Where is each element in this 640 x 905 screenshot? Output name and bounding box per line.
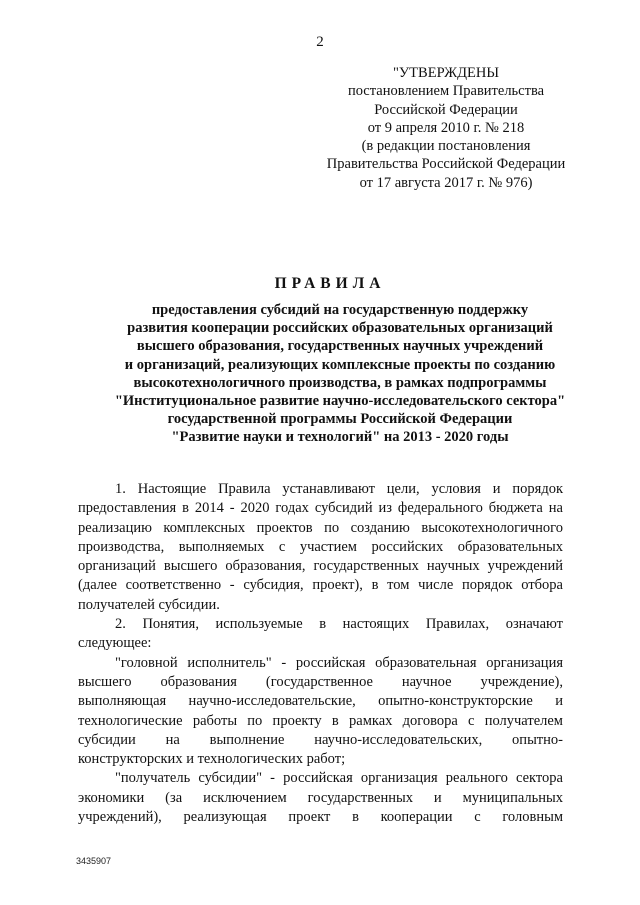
body-line: производства, выполняемых с участием российских образовательных	[78, 538, 563, 555]
body-line: 2. Понятия, используемые в настоящих Правилах, означают	[115, 616, 563, 633]
subtitle-line: развития кооперации российских образовательных организаций	[127, 320, 553, 337]
approval-line: Правительства Российской Федерации	[326, 156, 566, 173]
approval-line: Российской Федерации	[374, 101, 518, 118]
body-line: экономики (за исключением государственных и муниципальных	[78, 789, 563, 806]
body-line: (далее соответственно - субсидия, проект), в том числе порядок отбора	[78, 577, 563, 594]
body-line: субсидии на выполнение научно-исследовательских, опытно-	[78, 731, 563, 748]
document-body	[78, 480, 563, 827]
body-line: получателей субсидии.	[78, 596, 220, 613]
page-number: 2	[316, 34, 324, 50]
body-line: учреждений), реализующая проект в кооперации с головным	[78, 809, 563, 826]
subtitle-line: и организаций, реализующих комплексные проекты по созданию	[124, 356, 556, 373]
document-code: 3435907	[76, 856, 112, 866]
document-subtitle	[80, 301, 600, 447]
approval-line: от 9 апреля 2010 г. № 218	[367, 119, 525, 136]
body-line: 1. Настоящие Правила устанавливают цели, условия и порядок	[115, 481, 563, 497]
body-line: следующее:	[78, 635, 152, 652]
body-line: высшего образования (государственное научное учреждение),	[78, 673, 563, 690]
subtitle-line: государственной программы Российской Федерации	[167, 411, 513, 428]
subtitle-line: высокотехнологичного производства, в рамках подпрограммы	[133, 374, 547, 391]
document-title: ПРАВИЛА	[274, 275, 386, 292]
body-line: "получатель субсидии" - российская организация реального сектора	[115, 770, 563, 787]
subtitle-line: предоставления субсидий на государственную поддержку	[151, 302, 529, 318]
approval-stamp-block	[296, 64, 596, 192]
body-line: конструкторских и технологических работ;	[78, 751, 346, 768]
approval-line: от 17 августа 2017 г. № 976)	[359, 174, 533, 191]
body-line: "головной исполнитель" - российская образовательная организация	[115, 654, 563, 671]
body-line: реализацию комплексных проектов по созданию высокотехнологичного	[78, 519, 563, 536]
body-line: организаций высшего образования, государственных научных учреждений	[78, 558, 563, 575]
approval-line: (в редакции постановления	[361, 138, 531, 155]
approval-line: постановлением Правительства	[347, 83, 545, 100]
approval-line: "УТВЕРЖДЕНЫ	[393, 65, 499, 81]
subtitle-line: "Институциональное развитие научно-исследовательского сектора"	[114, 393, 566, 410]
subtitle-line: "Развитие науки и технологий" на 2013 - 2020 годы	[171, 429, 509, 446]
body-line: выполняющая научно-исследовательские, опытно-конструкторские и	[78, 693, 563, 710]
body-line: предоставления в 2014 - 2020 годах субсидий из федерального бюджета на	[78, 500, 563, 517]
body-line: технологические работы по проекту в рамках договора с получателем	[78, 712, 563, 729]
subtitle-line: высшего образования, государственных научных учреждений	[136, 338, 544, 355]
